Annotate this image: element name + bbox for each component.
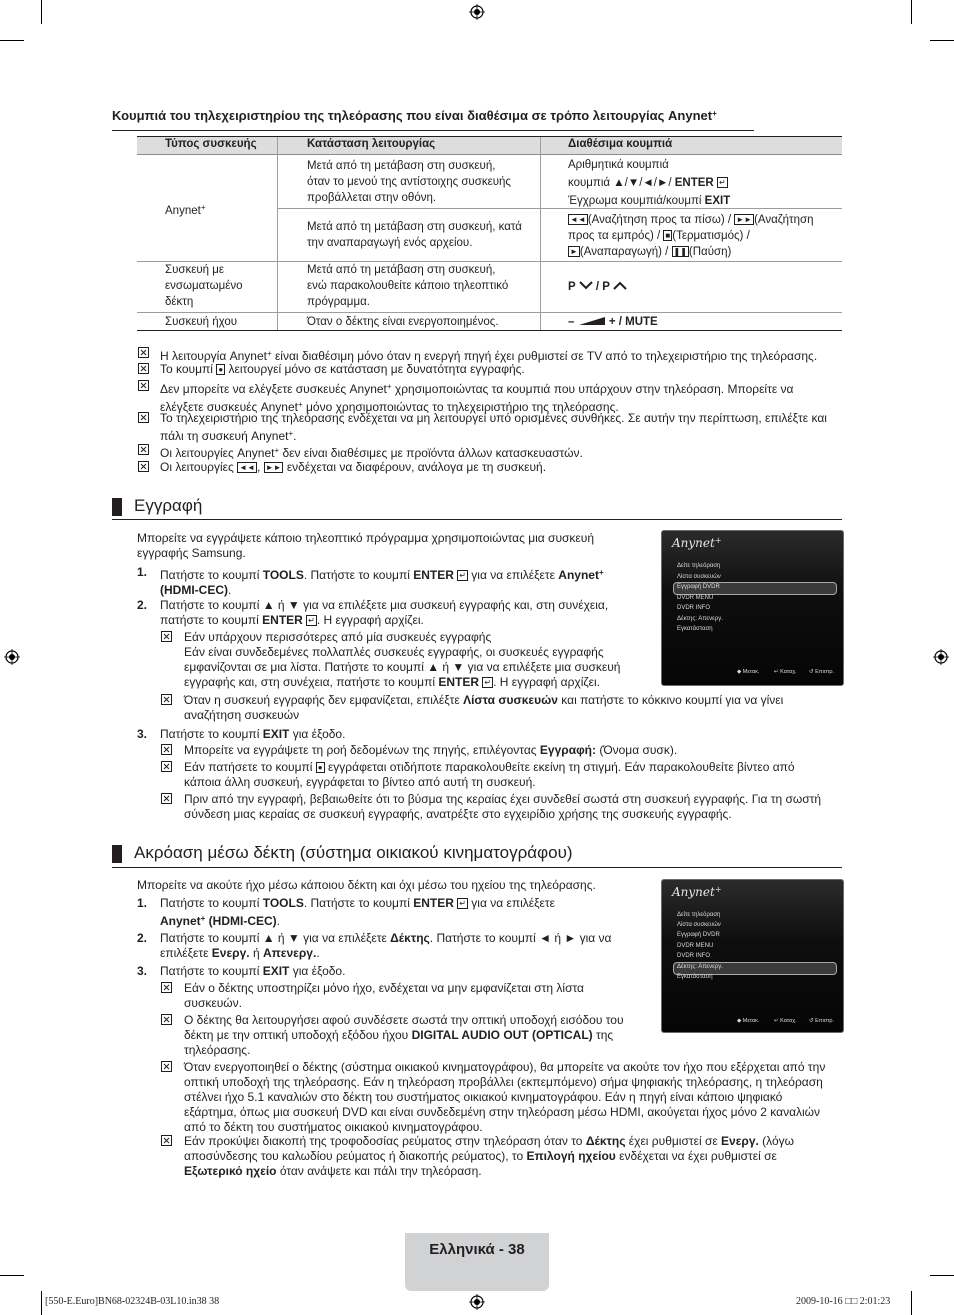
note-text: Δεν μπορείτε να ελέγξετε συσκευές Anynet+ χρησιμοποιώντας τα κουμπιά που υπάρχουν στην τηλεόραση. Μπορείτε να ελέγξετε συσκευές Anynet+ μόνο χρησιμοποιώντας το τηλεχειριστήριο της τηλεόρασης. [160,382,794,414]
menu-item[interactable]: Εγγραφή DVDR [677,932,720,938]
table-cell-device: Συσκευή με ενσωματωμένο δέκτη [165,264,243,308]
crop-mark [41,0,42,24]
volume-icon [578,316,606,326]
menu-item[interactable]: DVDR INFO [677,953,710,959]
volume-up-icon: + [608,316,616,328]
menu-footer-enter: ↵ Καταχ. [774,669,797,675]
note-text: Όταν ενεργοποιηθεί ο δέκτης (σύστημα οικιακού κινηματογράφου), θα μπορείτε να ακούτε τον ήχο που εξέρχεται από την οπτική υποδοχή της τηλεόρασης. Εάν η τηλεόραση προβάλλει (εκπεμπόμενο) σήμα ψηφιακής τηλεόρασης, η τηλεόραση στέλνει ήχο 5.1 καναλιών στο δέκτη του συστήματος οικιακού κινηματογράφου. Εάν η πηγή είναι κάποιο ψηφιακό εξάρτημα, όπως μια συσκευή DVD και είναι συνδεδεμένη στην τηλεόραση μέσω HDMI, ακούγεται ήχος μόνο 2 καναλιών από το δέκτη του συστήματος οικιακού κινηματογράφου. [184,1060,826,1134]
registration-mark-icon [469,1294,485,1310]
table-cell-state: Μετά από τη μετάβαση στη συσκευή, όταν το μενού της αντίστοιχης συσκευής προβάλλεται στην οθόνη. [307,160,511,204]
table-title: Κουμπιά του τηλεχειριστηρίου της τηλεόρασης που είναι διαθέσιμα σε τρόπο λειτουργίας Anynet+ [112,108,717,123]
note-icon [161,744,172,755]
table-cell-state: Όταν ο δέκτης είναι ενεργοποιημένος. [307,316,499,328]
registration-mark-icon [933,649,949,665]
enter-icon: ↵ [459,571,466,580]
section-title: Εγγραφή [134,496,203,515]
table-cell-state: Μετά από τη μετάβαση στη συσκευή, ενώ παρακολουθείτε κάποιο τηλεοπτικό πρόγραμμα. [307,264,509,308]
anynet-menu-screenshot [661,879,844,1033]
menu-footer-return: ↺ Επιστρ. [809,669,835,675]
play-icon: ► [570,247,578,256]
menu-item-selected[interactable]: Εγγραφή DVDR [677,584,720,590]
crop-mark [930,1275,954,1276]
note-text: Οι λειτουργίες Anynet+ δεν είναι διαθέσιμες με προϊόντα άλλων κατασκευαστών. [160,446,583,460]
note-text: Όταν η συσκευή εγγραφής δεν εμφανίζεται, επιλέξτε Λίστα συσκευών και πατήστε το κόκκινο κουμπί για να γίνει αναζήτηση συσκευών [184,693,784,722]
section-title: Ακρόαση μέσω δέκτη (σύστημα οικιακού κινηματογράφου) [134,843,573,862]
table-cell-device: Anynet+ [165,203,206,217]
section-rule [112,867,842,868]
step-number: 2. [137,931,148,945]
table-cell-device: Συσκευή ήχου [165,316,238,328]
table-cell-buttons: Αριθμητικά κουμπιά κουμπιά ▲/▼/◄/►/ ENTER ↵ Έγχρωμα κουμπιά/κουμπί EXIT [568,159,731,207]
table-row-divider [277,208,842,209]
menu-footer-move: ◆ Μετακ. [737,669,760,675]
menu-footer-move: ◆ Μετακ. [737,1018,760,1024]
fast-forward-icon: ►► [265,463,282,472]
enter-icon: ↵ [718,178,726,187]
table-top-rule [137,136,842,137]
crop-mark [0,40,24,41]
section-marker [112,498,122,516]
menu-item[interactable]: DVDR MENU [677,943,714,949]
note-text: Ο δέκτης θα λειτουργήσει αφού συνδέσετε σωστά την οπτική υποδοχή εισόδου του δέκτη με την οπτική υποδοχή εξόδου ήχου DIGITAL AUDIO OUT (OPTICAL) της τηλεόρασης. [184,1013,624,1057]
menu-footer-return: ↺ Επιστρ. [809,1018,835,1024]
chevron-up-icon [613,281,627,290]
pause-icon: ❚❚ [673,247,687,256]
step-text: Πατήστε το κουμπί EXIT για έξοδο. [160,727,346,741]
table-header-device: Τύπος συσκευής [165,138,257,150]
menu-item[interactable]: Δείτε τηλεόραση [677,563,721,569]
print-slug-date: 2009-10-16 □□ 2:01:23 [796,1296,891,1307]
note-icon [138,461,149,472]
record-icon: ● [317,763,323,772]
step-number: 1. [137,565,148,579]
registration-mark-icon [4,649,20,665]
note-icon [161,631,172,642]
note-text: Εάν ο δέκτης υποστηρίζει μόνο ήχο, ενδέχεται να μην εμφανίζεται στη λίστα συσκευών. [184,981,584,1010]
step-text: Πατήστε το κουμπί TOOLS. Πατήστε το κουμπί ENTER ↵ για να επιλέξετε Anynet+ (HDMI-CEC). [160,568,604,597]
rewind-icon: ◄◄ [239,463,255,472]
note-icon [161,1014,172,1025]
table-cell-state: Μετά από τη μετάβαση στη συσκευή, κατά την αναπαραγωγή ενός αρχείου. [307,221,522,249]
note-icon [138,444,149,455]
note-text: Εάν υπάρχουν περισσότερες από μία συσκευές εγγραφής Εάν είναι συνδεδεμένες πολλαπλές συσκευές εγγραφής, οι συσκευές εγγραφής εμφανίζονται σε μια λίστα. Πατήστε το κουμπί ▲ ή ▼ για να επιλέξετε μια συσκευή εγγραφής και, στη συνέχεια, πατήστε το κουμπί ENTER ↵ . Η εγγραφή αρχίζει. [184,630,621,689]
step-number: 1. [137,896,148,910]
table-col-divider [277,137,278,330]
menu-item[interactable]: DVDR MENU [677,595,714,601]
section-intro: Μπορείτε να ακούτε ήχο μέσω κάποιου δέκτη και όχι μέσω του ηχείου της τηλεόρασης. [137,878,596,892]
table-header-buttons: Διαθέσιμα κουμπιά [568,138,673,150]
menu-item[interactable]: Δείτε τηλεόραση [677,912,721,918]
section-marker [112,845,122,863]
menu-item[interactable]: Εγκατάσταση [677,974,713,980]
menu-item[interactable]: Λίστα συσκευών [677,574,721,580]
registration-mark-icon [469,4,485,20]
note-text: Το κουμπί ● λειτουργεί μόνο σε κατάσταση με δυνατότητα εγγραφής. [160,362,525,376]
note-text: Το τηλεχειριστήριο της τηλεόρασης ενδέχεται να μη λειτουργεί υπό ορισμένες συνθήκες. Σε αυτήν την περίπτωση, επιλέξτε και πάλι τη συσκευή Anynet+. [160,411,827,443]
stop-icon: ■ [665,231,671,240]
anynet-logo: Anynet+ [672,536,722,550]
crop-mark [911,0,912,24]
crop-mark [911,1291,912,1315]
section-intro: Μπορείτε να εγγράψετε κάποιο τηλεοπτικό πρόγραμμα χρησιμοποιώντας μια συσκευή εγγραφής Samsung. [137,531,595,560]
enter-icon: ↵ [484,678,492,687]
enter-icon: ↵ [308,616,315,625]
chevron-down-icon [579,281,593,290]
crop-mark [930,40,954,41]
menu-item[interactable]: Λίστα συσκευών [677,922,721,928]
note-text: Η λειτουργία Anynet+ είναι διαθέσιμη μόνο όταν η ενεργή πηγή έχει ρυθμιστεί σε TV από το τηλεχειριστήριο της τηλεόρασης. [160,349,818,363]
volume-down-icon: – [568,316,575,328]
step-text: Πατήστε το κουμπί ▲ ή ▼ για να επιλέξετε μια συσκευή εγγραφής και, στη συνέχεια, πατήστε το κουμπί ENTER ↵ . Η εγγραφή αρχίζει. [160,598,609,627]
step-number: 3. [137,727,148,741]
menu-item[interactable]: DVDR INFO [677,605,710,611]
note-text: Πριν από την εγγραφή, βεβαιωθείτε ότι το βύσμα της κεραίας έχει συνδεθεί σωστά στη συσκευή εγγραφής. Για τη σωστή σύνδεση μιας κεραίας σε συσκευή εγγραφής, ανατρέξτε στο εγχειρίδιο χρήσης της συσκευής εγγραφής. [184,792,822,821]
note-icon [161,1135,172,1146]
title-rule [112,130,754,131]
step-text: Πατήστε το κουμπί TOOLS. Πατήστε το κουμπί ENTER ↵ για να επιλέξετε Anynet+ (HDMI-CEC). [160,896,555,928]
crop-mark [0,1275,24,1276]
step-text: Πατήστε το κουμπί ▲ ή ▼ για να επιλέξετε Δέκτης. Πατήστε το κουμπί ◄ ή ► για να επιλέξετε Ενεργ. ή Απενεργ.. [160,931,612,960]
table-row-divider [137,312,842,313]
page-number: Ελληνικά - 38 [429,1241,525,1258]
fast-forward-icon: ►► [736,215,753,224]
rewind-icon: ◄◄ [570,215,586,224]
anynet-menu-screenshot [661,530,844,686]
record-icon: ● [218,365,224,374]
menu-footer-enter: ↵ Καταχ. [774,1018,797,1024]
note-icon [138,363,149,374]
print-slug-file: [550-E.Euro]BN68-02324B-03L10.in38 38 [45,1296,220,1307]
section-rule [112,519,842,520]
crop-mark [41,1291,42,1315]
step-text: Πατήστε το κουμπί EXIT για έξοδο. [160,964,346,978]
note-text: Μπορείτε να εγγράψετε τη ροή δεδομένων της πηγής, επιλέγοντας Εγγραφή: (Όνομα συσκ). [184,743,678,757]
note-icon [138,347,149,358]
note-icon [138,380,149,391]
note-text: Εάν προκύψει διακοπή της τροφοδοσίας ρεύματος στην τηλεόραση όταν το Δέκτης έχει ρυθμιστεί σε Ενεργ. (λόγω αποσύνδεσης του καλωδίου ρεύματος ή διακοπής ρεύματος), το Επιλογή ηχείου ενδέχεται να έχει ρυθμιστεί σε Εξωτερικό ηχείο όταν ανάψετε και πάλι την τηλεόραση. [184,1134,795,1178]
note-icon [138,412,149,423]
note-text: Οι λειτουργίες ◄◄ , ►► ενδέχεται να διαφέρουν, ανάλογα με τη συσκευή. [160,460,547,474]
table-bottom-rule [137,330,842,331]
note-icon [161,793,172,804]
step-number: 2. [137,598,148,612]
table-cell-buttons: ◄◄ (Αναζήτηση προς τα πίσω) / ►► (Αναζήτηση προς τα εμπρός) / ■ (Τερματισμός) / ► (Αναπαραγωγή) / ❚❚ (Παύση) [568,214,814,258]
table-header-state: Κατάσταση λειτουργίας [307,138,436,150]
enter-icon: ↵ [459,899,466,908]
table-col-divider [540,137,541,330]
menu-item[interactable]: Δέκτης: Απενεργ. [677,616,723,622]
step-number: 3. [137,964,148,978]
note-icon [161,761,172,772]
note-text: Εάν πατήσετε το κουμπί ● εγγράφεται οτιδήποτε παρακολουθείτε εκείνη τη στιγμή. Εάν παρακολουθείτε βίντεο από κάποια άλλη συσκευή, εγγράφεται το βίντεο από αυτή τη συσκευή. [184,760,795,789]
menu-item[interactable]: Εγκατάσταση [677,626,713,632]
note-icon [161,1061,172,1072]
table-cell-buttons: P / P [568,279,627,295]
table-cell-buttons: – + / MUTE [568,316,658,328]
note-icon [161,982,172,993]
menu-item-selected[interactable]: Δέκτης: Απενεργ. [677,964,723,970]
note-icon [161,694,172,705]
anynet-logo: Anynet+ [672,885,722,899]
